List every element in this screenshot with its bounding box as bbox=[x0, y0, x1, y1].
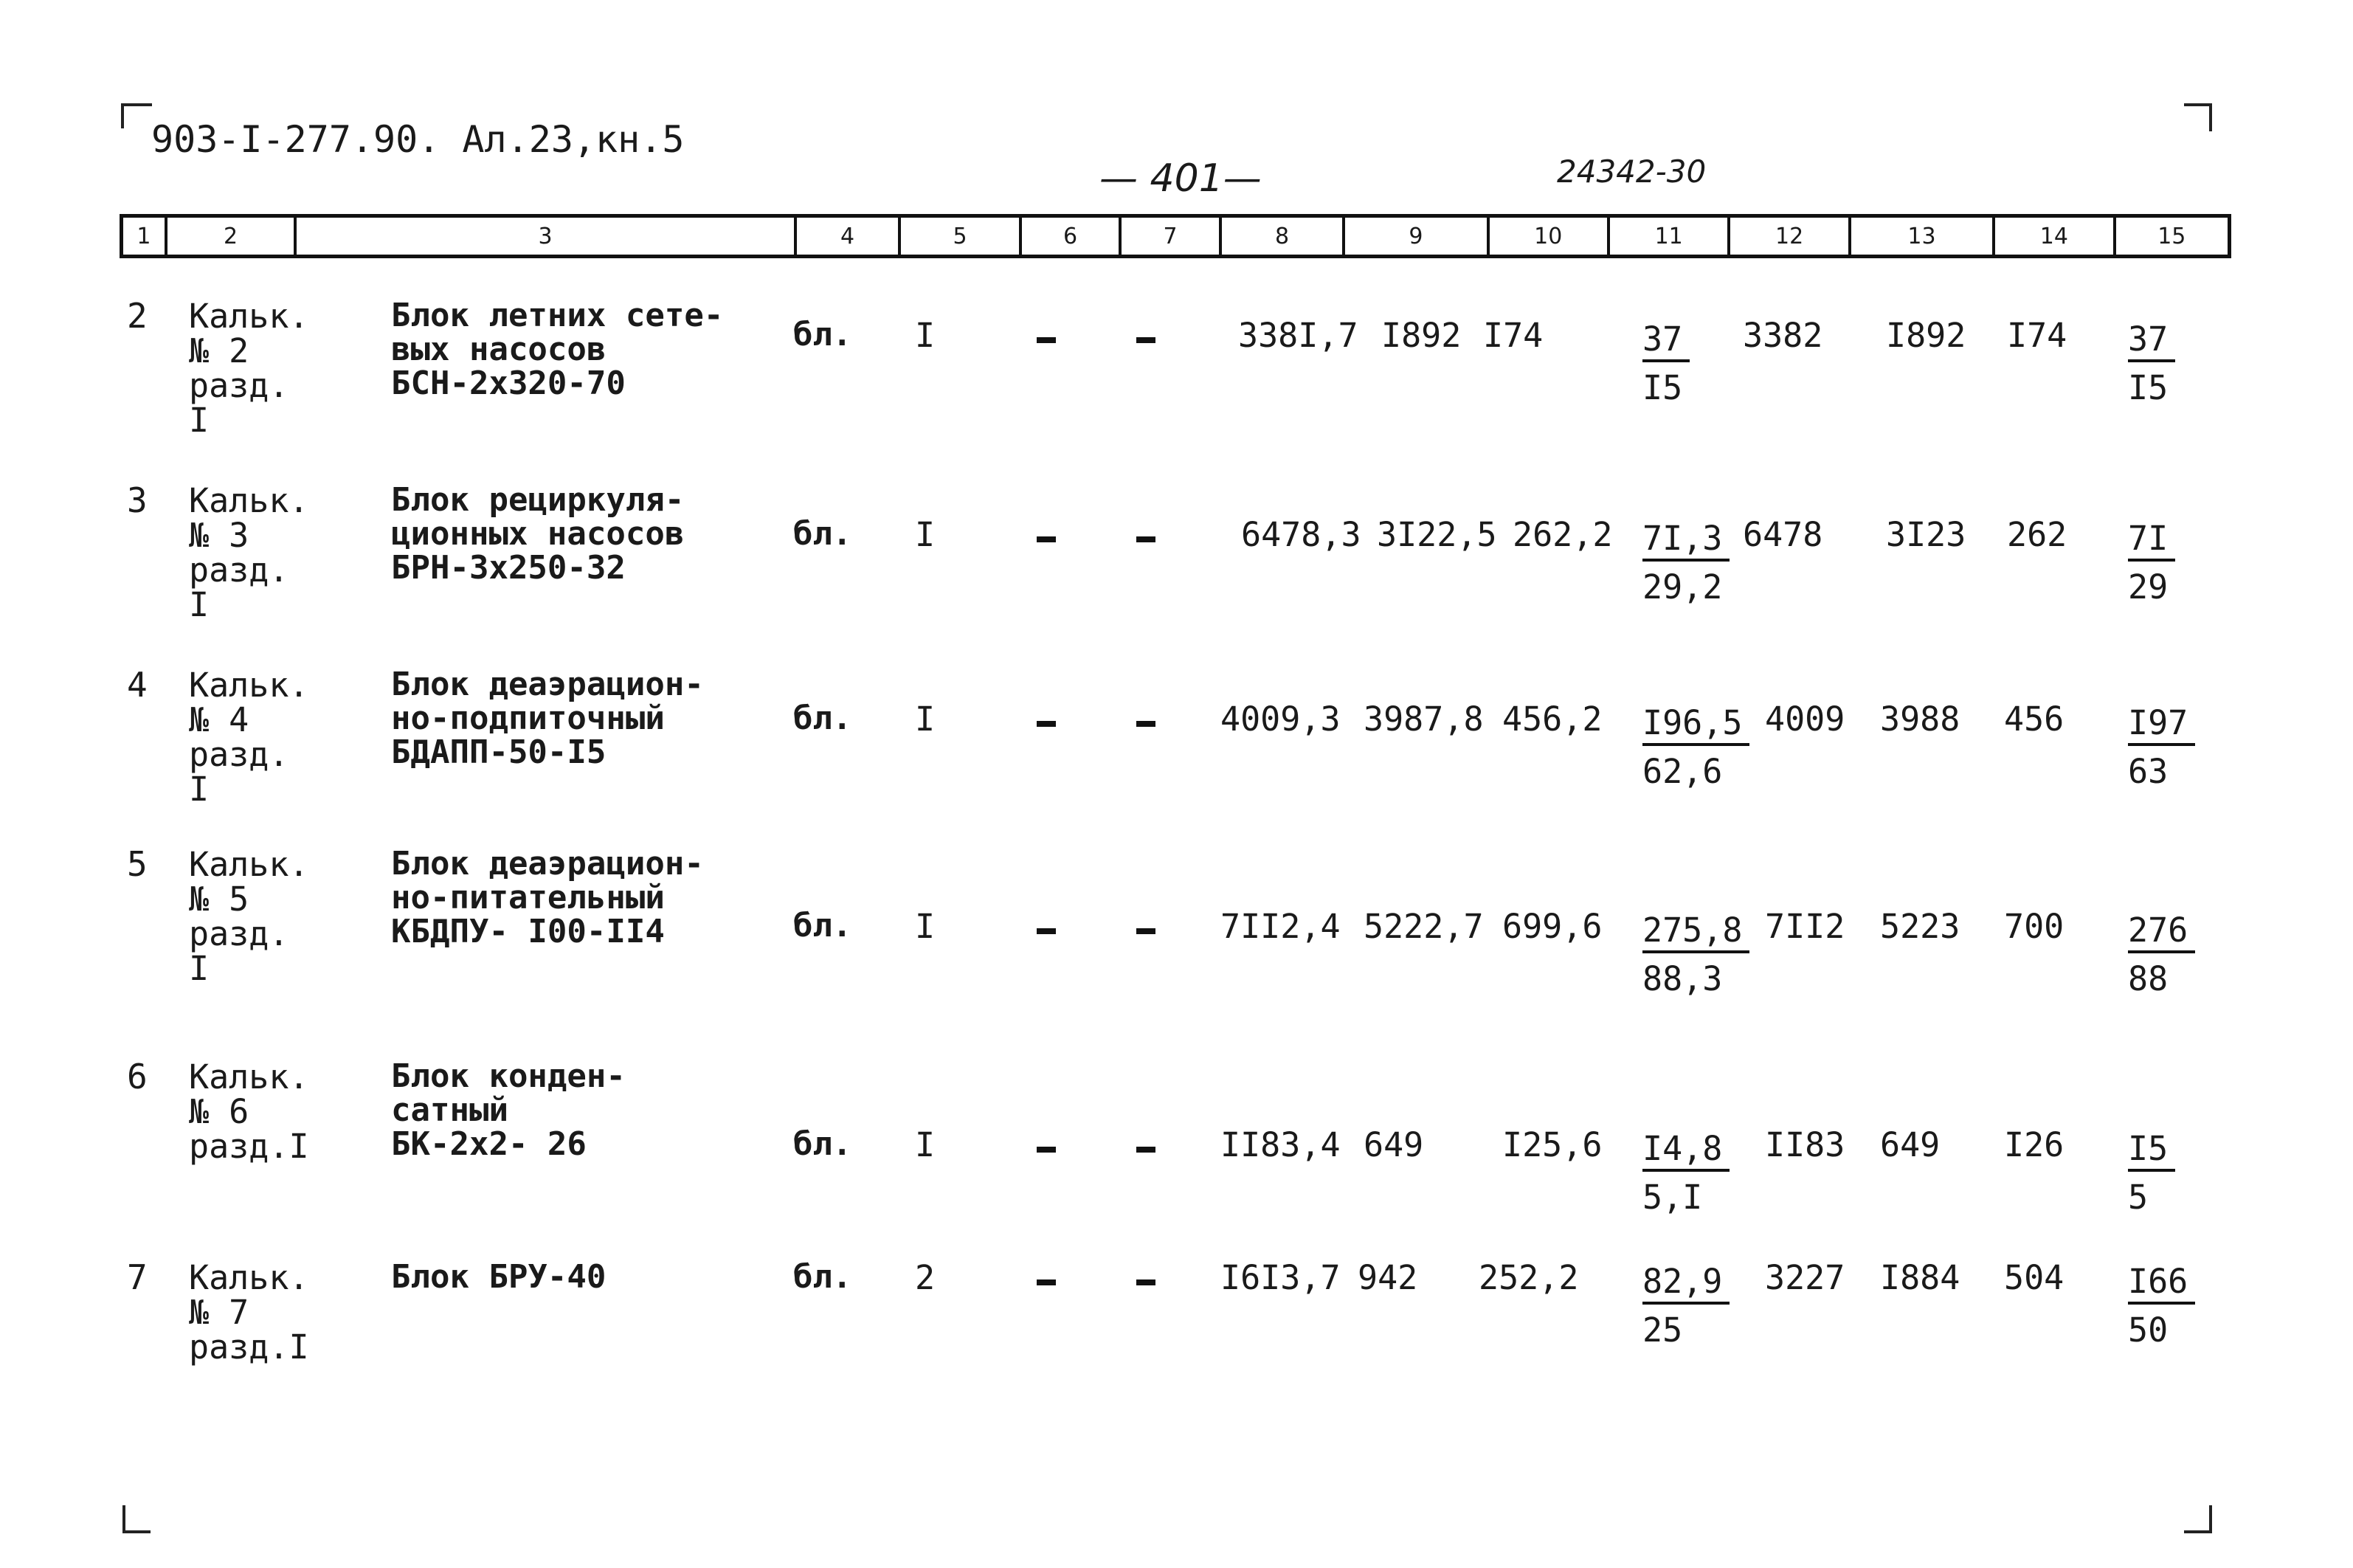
fraction-denominator: 5,I bbox=[1642, 1178, 1703, 1217]
fraction-numerator: I66 bbox=[2128, 1262, 2195, 1305]
fraction-numerator: 82,9 bbox=[1642, 1262, 1730, 1305]
col12-value: 4009 bbox=[1765, 700, 1845, 739]
col10-value: 252,2 bbox=[1479, 1258, 1579, 1297]
col11-fraction bbox=[1642, 514, 1730, 612]
corner-mark-bottom-left bbox=[122, 1505, 151, 1533]
col-header-9: 9 bbox=[1345, 218, 1489, 255]
dash-col7 bbox=[1136, 337, 1155, 343]
unit: бл. bbox=[793, 316, 852, 353]
col11-fraction bbox=[1642, 1257, 1730, 1355]
col-header-2: 2 bbox=[167, 218, 297, 255]
desc-line: вых насосов bbox=[391, 331, 607, 368]
desc-line: но-подпиточный bbox=[391, 700, 665, 737]
quantity: I bbox=[915, 1125, 936, 1164]
col10-value: I25,6 bbox=[1502, 1125, 1603, 1164]
quantity: I bbox=[915, 700, 936, 739]
col8-value: 7II2,4 bbox=[1220, 907, 1341, 946]
row-number: 2 bbox=[127, 296, 148, 336]
ref-line: разд.I bbox=[189, 1327, 309, 1367]
corner-mark-top-right bbox=[2184, 103, 2212, 131]
col14-value: 456 bbox=[2004, 700, 2065, 739]
desc-line: Блок деаэрацион- bbox=[391, 666, 704, 703]
ref-line: Кальк. bbox=[189, 481, 309, 520]
col-header-13: 13 bbox=[1851, 218, 1995, 255]
ref-line: Кальк. bbox=[189, 1057, 309, 1096]
ref-line: I bbox=[189, 401, 210, 440]
ref-line: разд.I bbox=[189, 1127, 309, 1166]
fraction-denominator: 5 bbox=[2128, 1178, 2149, 1217]
col15-fraction bbox=[2128, 699, 2195, 796]
ref-line: Кальк. bbox=[189, 1258, 309, 1297]
ref-line: I bbox=[189, 585, 210, 624]
row-number: 3 bbox=[127, 480, 148, 520]
col15-fraction bbox=[2128, 1125, 2175, 1222]
col9-value: 5222,7 bbox=[1364, 907, 1484, 946]
dash-col6 bbox=[1037, 721, 1056, 727]
dash-col6 bbox=[1037, 1279, 1056, 1285]
fraction-numerator: I5 bbox=[2128, 1129, 2175, 1172]
col14-value: I26 bbox=[2004, 1125, 2065, 1164]
fraction-numerator: 275,8 bbox=[1642, 911, 1749, 953]
fraction-denominator: I5 bbox=[2128, 368, 2169, 407]
col8-value: 4009,3 bbox=[1220, 700, 1341, 739]
ref-line: I bbox=[189, 949, 210, 988]
col10-value: 699,6 bbox=[1502, 907, 1603, 946]
col14-value: 504 bbox=[2004, 1258, 2065, 1297]
col10-value: 456,2 bbox=[1502, 700, 1603, 739]
ref-line: разд. bbox=[189, 914, 289, 953]
col-header-1: 1 bbox=[123, 218, 167, 255]
col15-fraction bbox=[2128, 514, 2175, 612]
ref-line: Кальк. bbox=[189, 666, 309, 705]
col-header-3: 3 bbox=[297, 218, 797, 255]
col9-value: 649 bbox=[1364, 1125, 1424, 1164]
fraction-numerator: 37 bbox=[2128, 320, 2175, 362]
desc-line: Блок рециркуля- bbox=[391, 481, 685, 519]
quantity: I bbox=[915, 907, 936, 946]
ref-line: разд. bbox=[189, 550, 289, 590]
fraction-denominator: 29 bbox=[2128, 567, 2169, 607]
fraction-numerator: I96,5 bbox=[1642, 703, 1749, 746]
corner-mark-top-left bbox=[121, 103, 152, 128]
dash-col7 bbox=[1136, 1147, 1155, 1153]
col15-fraction bbox=[2128, 1257, 2195, 1355]
dash-col6 bbox=[1037, 536, 1056, 542]
dash-col7 bbox=[1136, 536, 1155, 542]
desc-line: Блок БРУ-40 bbox=[391, 1258, 607, 1296]
col12-value: 6478 bbox=[1743, 515, 1823, 554]
col-header-5: 5 bbox=[901, 218, 1021, 255]
desc-line: КБДПУ- I00-II4 bbox=[391, 913, 665, 950]
row-number: 6 bbox=[127, 1057, 148, 1096]
quantity: I bbox=[915, 515, 936, 554]
col11-fraction bbox=[1642, 906, 1749, 1004]
ref-line: Кальк. bbox=[189, 845, 309, 884]
row-number: 7 bbox=[127, 1257, 148, 1297]
col8-value: 338I,7 bbox=[1238, 316, 1358, 355]
ref-line: № 5 bbox=[189, 880, 249, 919]
dash-col6 bbox=[1037, 928, 1056, 934]
column-header-row bbox=[120, 214, 2231, 258]
fraction-numerator: 7I,3 bbox=[1642, 519, 1730, 562]
col-header-12: 12 bbox=[1730, 218, 1851, 255]
fraction-denominator: 62,6 bbox=[1642, 752, 1723, 791]
col15-fraction bbox=[2128, 906, 2195, 1004]
col-header-6: 6 bbox=[1022, 218, 1122, 255]
col9-value: 942 bbox=[1358, 1258, 1418, 1297]
col12-value: 3382 bbox=[1743, 316, 1823, 355]
desc-line: ционных насосов bbox=[391, 515, 685, 553]
row-number: 4 bbox=[127, 665, 148, 705]
col12-value: II83 bbox=[1765, 1125, 1845, 1164]
desc-line: сатный bbox=[391, 1091, 508, 1129]
ref-line: № 6 bbox=[189, 1092, 249, 1131]
fraction-denominator: 88,3 bbox=[1642, 959, 1723, 998]
col8-value: 6478,3 bbox=[1241, 515, 1361, 554]
col-header-4: 4 bbox=[797, 218, 902, 255]
col13-value: I884 bbox=[1880, 1258, 1960, 1297]
col10-value: 262,2 bbox=[1513, 515, 1613, 554]
unit: бл. bbox=[793, 1258, 852, 1296]
col13-value: 649 bbox=[1880, 1125, 1941, 1164]
col14-value: 700 bbox=[2004, 907, 2065, 946]
col-header-10: 10 bbox=[1490, 218, 1610, 255]
fraction-denominator: 63 bbox=[2128, 752, 2169, 791]
col13-value: 3I23 bbox=[1886, 515, 1966, 554]
col8-value: I6I3,7 bbox=[1220, 1258, 1341, 1297]
col13-value: 3988 bbox=[1880, 700, 1960, 739]
desc-line: БРН-3х250-32 bbox=[391, 549, 626, 587]
row-number: 5 bbox=[127, 844, 148, 884]
desc-line: Блок деаэрацион- bbox=[391, 845, 704, 883]
fraction-denominator: 29,2 bbox=[1642, 567, 1723, 607]
col10-value: I74 bbox=[1483, 316, 1544, 355]
col13-value: I892 bbox=[1886, 316, 1966, 355]
col15-fraction bbox=[2128, 315, 2175, 412]
unit: бл. bbox=[793, 907, 852, 944]
fraction-denominator: 88 bbox=[2128, 959, 2169, 998]
unit: бл. bbox=[793, 700, 852, 737]
dash-col6 bbox=[1037, 337, 1056, 343]
col11-fraction bbox=[1642, 1125, 1730, 1222]
col13-value: 5223 bbox=[1880, 907, 1960, 946]
ref-line: Кальк. bbox=[189, 297, 309, 336]
col9-value: 3987,8 bbox=[1364, 700, 1484, 739]
page-number: — 401— bbox=[1099, 156, 1262, 201]
col12-value: 3227 bbox=[1765, 1258, 1845, 1297]
inventory-number: 24342-30 bbox=[1557, 153, 1707, 190]
col9-value: I892 bbox=[1381, 316, 1462, 355]
desc-line: Блок конден- bbox=[391, 1057, 626, 1095]
col-header-15: 15 bbox=[2157, 223, 2186, 249]
fraction-numerator: I4,8 bbox=[1642, 1129, 1730, 1172]
dash-col7 bbox=[1136, 721, 1155, 727]
col8-value: II83,4 bbox=[1220, 1125, 1341, 1164]
ref-line: I bbox=[189, 770, 210, 809]
unit: бл. bbox=[793, 515, 852, 553]
fraction-denominator: I5 bbox=[1642, 368, 1683, 407]
desc-line: БК-2х2- 26 bbox=[391, 1125, 587, 1163]
col14-value: I74 bbox=[2007, 316, 2067, 355]
desc-line: БДАПП-50-I5 bbox=[391, 733, 607, 771]
fraction-numerator: I97 bbox=[2128, 703, 2195, 746]
ref-line: № 2 bbox=[189, 331, 249, 370]
col9-value: 3I22,5 bbox=[1377, 515, 1497, 554]
col-header-14: 14 bbox=[1995, 218, 2115, 255]
ref-line: разд. bbox=[189, 735, 289, 774]
ref-line: разд. bbox=[189, 366, 289, 405]
desc-line: БСН-2х320-70 bbox=[391, 365, 626, 402]
col-header-11: 11 bbox=[1610, 218, 1730, 255]
col-header-7: 7 bbox=[1122, 218, 1222, 255]
ref-line: № 4 bbox=[189, 700, 249, 739]
quantity: I bbox=[915, 316, 936, 355]
desc-line: Блок летних сете- bbox=[391, 297, 724, 334]
col12-value: 7II2 bbox=[1765, 907, 1845, 946]
fraction-denominator: 50 bbox=[2128, 1310, 2169, 1350]
col14-value: 262 bbox=[2007, 515, 2067, 554]
dash-col7 bbox=[1136, 928, 1155, 934]
fraction-numerator: 37 bbox=[1642, 320, 1690, 362]
fraction-numerator: 7I bbox=[2128, 519, 2175, 562]
ref-line: № 3 bbox=[189, 516, 249, 555]
fraction-numerator: 276 bbox=[2128, 911, 2195, 953]
quantity: 2 bbox=[915, 1258, 936, 1297]
dash-col6 bbox=[1037, 1147, 1056, 1153]
col11-fraction bbox=[1642, 315, 1690, 412]
col11-fraction bbox=[1642, 699, 1749, 796]
col-header-8: 8 bbox=[1222, 218, 1345, 255]
dash-col7 bbox=[1136, 1279, 1155, 1285]
unit: бл. bbox=[793, 1125, 852, 1163]
corner-mark-bottom-right bbox=[2184, 1505, 2212, 1533]
document-code: 903-I-277.90. Ал.23,кн.5 bbox=[151, 118, 685, 161]
ref-line: № 7 bbox=[189, 1293, 249, 1332]
fraction-denominator: 25 bbox=[1642, 1310, 1683, 1350]
desc-line: но-питательный bbox=[391, 879, 665, 916]
